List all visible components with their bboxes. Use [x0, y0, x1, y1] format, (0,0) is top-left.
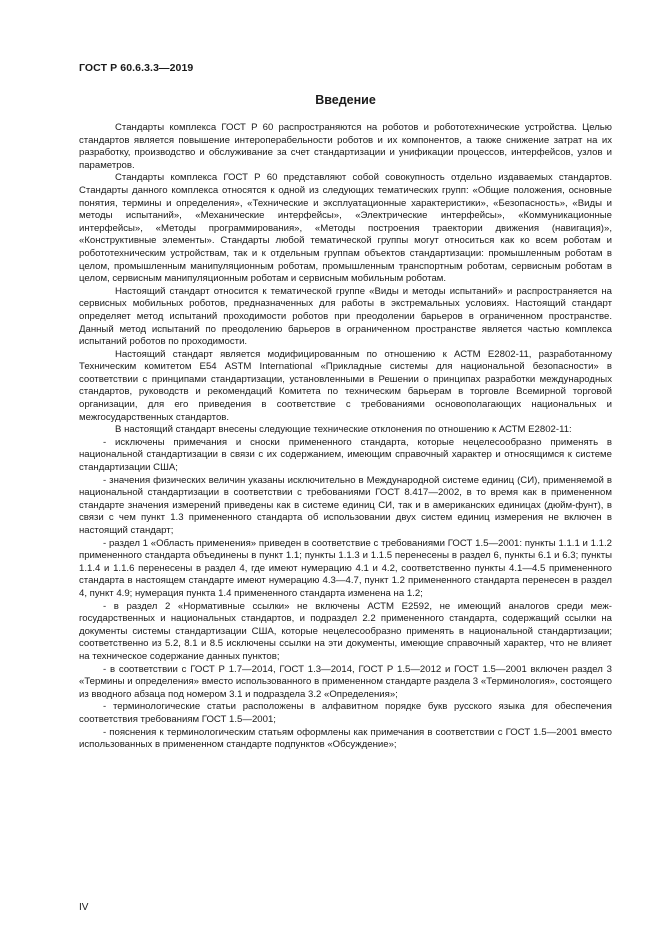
paragraph-modification: Настоящий стандарт является модифицированным по отношению к АСТМ Е2802-11, разработанному Техническим комитетом Е54 ASTM International «Прикладные системы для национальной безопасности» в соответствии с принципами стандартизации, установленными в Решении о принципах разработки международных стандартов, руководств и рекомендаций Комитета по техническим барьерам в торговле Всемирной торговой организации, для его приведения в соответствие с требованиями основополагающих национальных и межгосударственных стандартов. — [79, 348, 612, 423]
paragraph-this-standard: Настоящий стандарт относится к тематической группе «Виды и методы испытаний» и распространяется на сервисных мобильных роботов, предназначенных для работы в экстремальных условиях. Настоящий стандарт определяет метод испытаний проходимости роботов при преодолении барьеров в ограниченном пространстве. Данный метод испытаний по преодолению барьеров в ограниченном пространстве является частью комплекса испытаний роботов по проходимости. — [79, 285, 612, 348]
deviation-item: - исключены примечания и сноски примененного стандарта, которые нецелесообразно применять в национальной стандартизации в связи с их содержанием, имеющим справочный характер и относящимся к системе стандартизации США; — [79, 436, 612, 474]
deviation-item: - пояснения к терминологическим статьям оформлены как примечания в соответствии с ГОСТ 1.5—2001 вместо использованных в примененном стандарте подпунктов «Обсуждение»; — [79, 726, 612, 751]
deviation-item: - в соответствии с ГОСТ Р 1.7—2014, ГОСТ 1.3—2014, ГОСТ Р 1.5—2012 и ГОСТ 1.5—2001 включен раздел 3 «Термины и определения» вместо использованного в примененном стандарте раздела 3 «Терминология», состоящего из вводного абзаца под номером 3.1 и подраздела 3.2 «Определения»; — [79, 663, 612, 700]
paragraph-deviations-intro: В настоящий стандарт внесены следующие технические отклонения по отношению к АСТМ Е2802-11: — [115, 424, 572, 436]
section-title: Введение — [315, 93, 376, 107]
document-code: ГОСТ Р 60.6.3.3—2019 — [79, 62, 194, 74]
deviation-item: - значения физических величин указаны исключительно в Международной системе единиц (СИ), применяемой в национальной стандартизации в соответствии с требованиями ГОСТ 8.417—2002, в то время как в примененном стандарте значения измерений приведены как в системе единиц СИ, так и в американских единицах (дюйм-фунт), в связи с чем пункт 1.3 примененного стандарта об использовании двух систем единиц измерения не включен в настоящий стандарт; — [79, 474, 612, 536]
deviation-item: - терминологические статьи расположены в алфавитном порядке букв русского языка для обеспечения соответствия требованиям ГОСТ 1.5—2001; — [79, 701, 612, 725]
page-number: IV — [79, 902, 89, 913]
document-body — [79, 122, 612, 752]
deviation-item: - в раздел 2 «Нормативные ссылки» не включены АСТМ Е2592, не имеющий аналогов среди межгосударственных и национальных стандартов, и подраздел 2.2 примененного стандарта, содержащий ссылки на документы системы стандартизации США, которые нецелесообразно применять в национальной стандартизации; соответственно из 5.2, 8.1 и 8.5 исключены ссылки на эти документы, имеющие справочный характер, что не влияет на техническое содержание данных пунктов; — [79, 600, 612, 662]
paragraph-scope: Стандарты комплекса ГОСТ Р 60 распространяются на роботов и робототехнические устройства. Целью стандартов является повышение интероперабельности роботов и их компонентов, а также снижение затрат на их разработку, производство и обслуживание за счет стандартизации и унификации процессов, интерфейсов, узлов и параметров. — [79, 122, 612, 171]
deviation-item: - раздел 1 «Область применения» приведен в соответствие с требованиями ГОСТ 1.5—2001: пункты 1.1.1 и 1.1.2 примененного стандарта объединены в пункт 1.1; пункты 1.1.3 и 1.1.5 перенесены в раздел 6, пункты 6.1 и 6.3; пункты 1.1.4 и 1.1.6 перенесены в раздел 4, где имеют нумерацию 4.1 и 4.2, соответственно пункты 4.1—4.5 примененного стандарта в настоящем стандарте имеют нумерацию 4.3—4.7, пункт 1.2 примененного стандарта перенесен в раздел 4, пункт 4.9; нумерация пункта 1.4 примененного стандарта изменена на 1.2; — [79, 537, 612, 599]
section-heading — [0, 93, 661, 107]
paragraph-complex: Стандарты комплекса ГОСТ Р 60 представляют собой совокупность отдельно издаваемых стандартов. Стандарты данного комплекса относятся к одной из следующих тематических групп: «Общие положения, основные понятия, термины и определения», «Технические и эксплуатационные характеристики», «Безопасность», «Виды и методы испытаний», «Механические интерфейсы», «Электрические интерфейсы», «Коммуникационные интерфейсы», «Методы программирования», «Методы построения траектории движения (навигация)», «Конструктивные элементы». Стандарты любой тематической группы могут относиться как ко всем роботам и робототехническим устройствам, так и к отдельным группам объектов стандартизации: промышленным роботам в целом, промышленным манипуляционным роботам, промышленным транспортным роботам, сервисным роботам в целом, сервисным манипуляционным роботам и сервисным мобильным роботам. — [79, 172, 612, 285]
